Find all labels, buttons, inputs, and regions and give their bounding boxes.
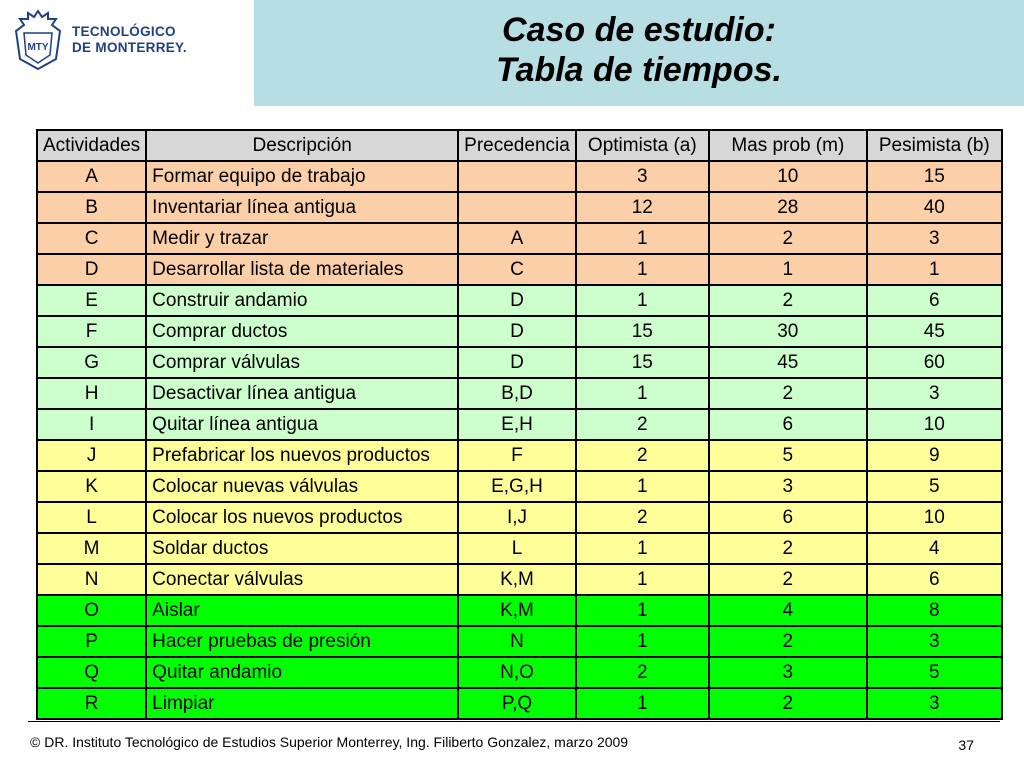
cell-optimista: 2 [576, 502, 709, 533]
cell-mas-prob: 1 [709, 254, 867, 285]
table-row [37, 657, 1002, 688]
institution-logo [12, 8, 212, 72]
logo-line-1: TECNOLÓGICO [72, 24, 176, 39]
cell-pesimista: 15 [867, 161, 1002, 192]
cell-actividad: N [37, 564, 146, 595]
title-line-1: Caso de estudio: [502, 11, 776, 49]
cell-pesimista: 3 [867, 378, 1002, 409]
cell-pesimista: 60 [867, 347, 1002, 378]
header-descripcion: Descripción [146, 130, 458, 161]
cell-precedencia: E,H [458, 409, 576, 440]
cell-precedencia: D [458, 347, 576, 378]
cell-pesimista: 6 [867, 564, 1002, 595]
table-row [37, 161, 1002, 192]
cell-actividad: A [37, 161, 146, 192]
cell-actividad: D [37, 254, 146, 285]
times-table-container [36, 129, 1003, 720]
header-pesimista: Pesimista (b) [867, 130, 1002, 161]
cell-optimista: 2 [576, 409, 709, 440]
cell-mas-prob: 3 [709, 657, 867, 688]
cell-descripcion: Medir y trazar [146, 223, 458, 254]
table-row [37, 533, 1002, 564]
cell-descripcion: Colocar los nuevos productos [146, 502, 458, 533]
cell-optimista: 12 [576, 192, 709, 223]
cell-mas-prob: 6 [709, 409, 867, 440]
cell-descripcion: Conectar válvulas [146, 564, 458, 595]
table-row [37, 626, 1002, 657]
cell-optimista: 1 [576, 626, 709, 657]
cell-pesimista: 40 [867, 192, 1002, 223]
cell-descripcion: Formar equipo de trabajo [146, 161, 458, 192]
table-row [37, 316, 1002, 347]
cell-descripcion: Quitar andamio [146, 657, 458, 688]
cell-actividad: R [37, 688, 146, 719]
cell-precedencia: F [458, 440, 576, 471]
cell-descripcion: Aislar [146, 595, 458, 626]
cell-actividad: L [37, 502, 146, 533]
cell-optimista: 2 [576, 657, 709, 688]
cell-optimista: 1 [576, 564, 709, 595]
table-row [37, 595, 1002, 626]
table-row [37, 223, 1002, 254]
cell-precedencia [458, 192, 576, 223]
cell-actividad: G [37, 347, 146, 378]
cell-mas-prob: 45 [709, 347, 867, 378]
cell-actividad: F [37, 316, 146, 347]
cell-mas-prob: 4 [709, 595, 867, 626]
table-header-row [37, 130, 1002, 161]
cell-actividad: E [37, 285, 146, 316]
table-row [37, 409, 1002, 440]
cell-pesimista: 3 [867, 223, 1002, 254]
table-row [37, 378, 1002, 409]
cell-descripcion: Colocar nuevas válvulas [146, 471, 458, 502]
cell-precedencia: D [458, 316, 576, 347]
table-row [37, 192, 1002, 223]
cell-pesimista: 5 [867, 471, 1002, 502]
cell-optimista: 1 [576, 254, 709, 285]
header-optimista: Optimista (a) [576, 130, 709, 161]
cell-descripcion: Construir andamio [146, 285, 458, 316]
cell-optimista: 1 [576, 223, 709, 254]
cell-mas-prob: 5 [709, 440, 867, 471]
cell-optimista: 2 [576, 440, 709, 471]
seal-letters: MTY [27, 42, 49, 53]
cell-descripcion: Comprar ductos [146, 316, 458, 347]
table-row [37, 502, 1002, 533]
cell-mas-prob: 28 [709, 192, 867, 223]
cell-pesimista: 6 [867, 285, 1002, 316]
cell-optimista: 1 [576, 285, 709, 316]
cell-mas-prob: 2 [709, 688, 867, 719]
footer-divider [28, 721, 1000, 722]
cell-pesimista: 10 [867, 409, 1002, 440]
header-precedencia: Precedencia [458, 130, 576, 161]
cell-precedencia: P,Q [458, 688, 576, 719]
cell-mas-prob: 2 [709, 564, 867, 595]
cell-pesimista: 45 [867, 316, 1002, 347]
cell-actividad: O [37, 595, 146, 626]
cell-pesimista: 10 [867, 502, 1002, 533]
cell-mas-prob: 2 [709, 285, 867, 316]
table-body [37, 161, 1002, 719]
cell-pesimista: 5 [867, 657, 1002, 688]
cell-actividad: P [37, 626, 146, 657]
cell-precedencia: N [458, 626, 576, 657]
seal-icon [12, 9, 64, 71]
cell-precedencia: K,M [458, 595, 576, 626]
cell-descripcion: Desactivar línea antigua [146, 378, 458, 409]
cell-descripcion: Inventariar línea antigua [146, 192, 458, 223]
cell-pesimista: 3 [867, 626, 1002, 657]
cell-mas-prob: 3 [709, 471, 867, 502]
cell-actividad: Q [37, 657, 146, 688]
cell-mas-prob: 2 [709, 223, 867, 254]
cell-descripcion: Desarrollar lista de materiales [146, 254, 458, 285]
table-row [37, 688, 1002, 719]
cell-descripcion: Hacer pruebas de presión [146, 626, 458, 657]
cell-optimista: 3 [576, 161, 709, 192]
table-row [37, 564, 1002, 595]
cell-precedencia: I,J [458, 502, 576, 533]
table-row [37, 440, 1002, 471]
cell-precedencia [458, 161, 576, 192]
cell-actividad: K [37, 471, 146, 502]
cell-mas-prob: 10 [709, 161, 867, 192]
table-row [37, 285, 1002, 316]
times-table [36, 129, 1003, 720]
cell-actividad: J [37, 440, 146, 471]
cell-actividad: I [37, 409, 146, 440]
cell-actividad: H [37, 378, 146, 409]
cell-mas-prob: 2 [709, 626, 867, 657]
cell-mas-prob: 30 [709, 316, 867, 347]
cell-precedencia: D [458, 285, 576, 316]
cell-precedencia: K,M [458, 564, 576, 595]
cell-optimista: 1 [576, 378, 709, 409]
cell-precedencia: L [458, 533, 576, 564]
cell-pesimista: 9 [867, 440, 1002, 471]
cell-optimista: 15 [576, 316, 709, 347]
cell-mas-prob: 6 [709, 502, 867, 533]
header-mas-prob: Mas prob (m) [709, 130, 867, 161]
cell-pesimista: 1 [867, 254, 1002, 285]
cell-mas-prob: 2 [709, 378, 867, 409]
cell-precedencia: E,G,H [458, 471, 576, 502]
slide-title [254, 10, 1024, 90]
cell-descripcion: Comprar válvulas [146, 347, 458, 378]
logo-line-2: DE MONTERREY. [72, 40, 187, 55]
cell-pesimista: 3 [867, 688, 1002, 719]
cell-optimista: 15 [576, 347, 709, 378]
cell-precedencia: N,O [458, 657, 576, 688]
copyright-footer: © DR. Instituto Tecnológico de Estudios Superior Monterrey, Ing. Filiberto Gonzalez, marzo 2009 [30, 734, 629, 750]
cell-actividad: C [37, 223, 146, 254]
cell-actividad: B [37, 192, 146, 223]
title-line-2: Tabla de tiempos. [496, 51, 782, 89]
cell-precedencia: B,D [458, 378, 576, 409]
cell-pesimista: 8 [867, 595, 1002, 626]
cell-optimista: 1 [576, 688, 709, 719]
cell-descripcion: Limpiar [146, 688, 458, 719]
header-actividades: Actividades [37, 130, 146, 161]
cell-optimista: 1 [576, 471, 709, 502]
cell-precedencia: C [458, 254, 576, 285]
cell-optimista: 1 [576, 595, 709, 626]
cell-descripcion: Prefabricar los nuevos productos [146, 440, 458, 471]
table-row [37, 254, 1002, 285]
cell-descripcion: Soldar ductos [146, 533, 458, 564]
cell-pesimista: 4 [867, 533, 1002, 564]
cell-mas-prob: 2 [709, 533, 867, 564]
table-row [37, 471, 1002, 502]
cell-optimista: 1 [576, 533, 709, 564]
cell-descripcion: Quitar línea antigua [146, 409, 458, 440]
cell-precedencia: A [458, 223, 576, 254]
page-number: 37 [958, 737, 974, 753]
table-row [37, 347, 1002, 378]
cell-actividad: M [37, 533, 146, 564]
